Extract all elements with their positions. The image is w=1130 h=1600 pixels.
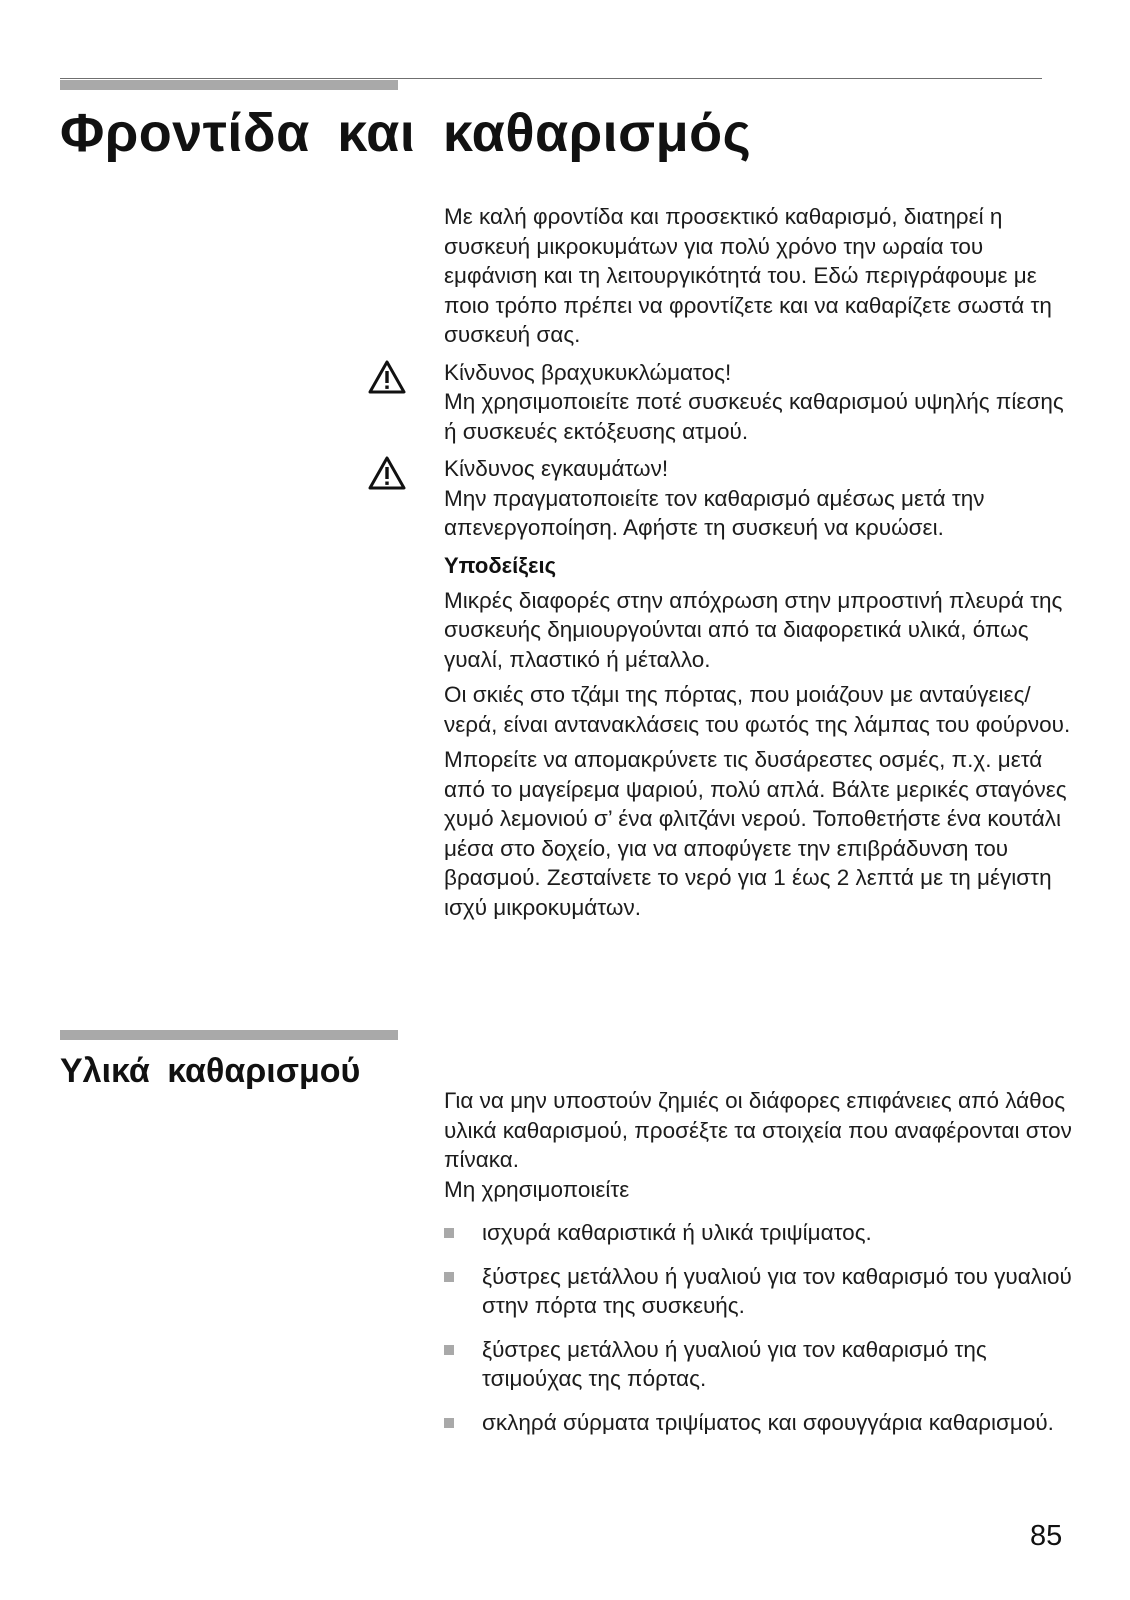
warning-block-burns <box>444 454 1074 543</box>
cleaning-intro-paragraph: Για να μην υποστούν ζημιές οι διάφορες επιφάνειες από λάθος υλικά καθαρισμού, προσέξτε τα στοιχεία που αναφέρονται στον πίνακα. <box>444 1088 1072 1172</box>
note-paragraph: Οι σκιές στο τζάμι της πόρτας, που μοιάζουν με ανταύγειες/νερά, είναι αντανακλάσεις του φωτός της λάμπας του φούρνου. <box>444 682 1071 737</box>
cleaning-materials-body <box>444 1086 1074 1437</box>
list-item <box>444 1218 1074 1248</box>
list-item <box>444 1262 1074 1321</box>
list-item <box>444 1408 1074 1438</box>
notes-heading: Υποδείξεις <box>444 552 557 578</box>
care-section-body <box>444 202 1074 922</box>
page-title: Φροντίδα και καθαρισμός <box>60 103 752 163</box>
warning-title: Κίνδυνος βραχυκυκλώματος! <box>444 359 732 385</box>
warning-triangle-icon <box>368 456 406 490</box>
warning-text: Μην πραγματοποιείτε τον καθαρισμό αμέσως μετά την απενεργοποίηση. Αφήστε τη συσκευή να κρυώσει. <box>444 485 985 540</box>
warning-triangle-icon <box>368 360 406 394</box>
care-intro-paragraph: Με καλή φροντίδα και προσεκτικό καθαρισμό, διατηρεί η συσκευή μικροκυμάτων για πολύ χρόνο την ωραία του εμφάνιση και τη λειτουργικότητά του. Εδώ περιγράφουμε με ποιο τρόπο πρέπει να φροντίζετε και να καθαρίζετε σωστά τη συσκευή σας. <box>444 204 1052 347</box>
list-item-text: ξύστρες μετάλλου ή γυαλιού για τον καθαρισμό της τσιμούχας της πόρτας. <box>482 1336 987 1391</box>
list-item-text: ξύστρες μετάλλου ή γυαλιού για τον καθαρισμό του γυαλιού στην πόρτα της συσκευής. <box>482 1263 1072 1318</box>
warning-block-short-circuit <box>444 358 1074 447</box>
square-bullet-icon <box>444 1418 454 1428</box>
square-bullet-icon <box>444 1345 454 1355</box>
warning-text: Μη χρησιμοποιείτε ποτέ συσκευές καθαρισμού υψηλής πίεσης ή συσκευές εκτόξευσης ατμού. <box>444 389 1064 444</box>
square-bullet-icon <box>444 1228 454 1238</box>
do-not-use-list <box>444 1218 1074 1437</box>
note-paragraph: Μικρές διαφορές στην απόχρωση στην μπροστινή πλευρά της συσκευής δημιουργούνται από τα διαφορετικά υλικά, όπως γυαλί, πλαστικό ή μέταλλο. <box>444 587 1063 672</box>
cleaning-lead-text: Μη χρησιμοποιείτε <box>444 1176 630 1202</box>
list-item-text: ισχυρά καθαριστικά ή υλικά τριψίματος. <box>482 1220 872 1245</box>
warning-title: Κίνδυνος εγκαυμάτων! <box>444 456 669 481</box>
list-item <box>444 1335 1074 1394</box>
note-paragraph: Μπορείτε να απομακρύνετε τις δυσάρεστες οσμές, π.χ. μετά από το μαγείρεμα ψαριού, πολύ απλά. Βάλτε μερικές σταγόνες χυμό λεμονιού σ’ ένα φλιτζάνι νερού. Τοποθετήστε ένα κουτάλι μέσα στο δοχείο, για να αποφύγετε την επιβράδυνση του βρασμού. Ζεσταίνετε το νερό για 1 έως 2 λεπτά με τη μέγιστη ισχύ μικροκυμάτων. <box>444 747 1067 920</box>
square-bullet-icon <box>444 1272 454 1282</box>
section-heading-cleaning-materials: Υλικά καθαρισμού <box>60 1052 361 1090</box>
page-number: 85 <box>1030 1520 1063 1552</box>
list-item-text: σκληρά σύρματα τριψίματος και σφουγγάρια καθαρισμού. <box>482 1409 1054 1435</box>
section-rule-thick <box>60 1030 398 1040</box>
section-rule-thick <box>60 80 398 90</box>
section-rule-thin <box>60 78 1042 79</box>
